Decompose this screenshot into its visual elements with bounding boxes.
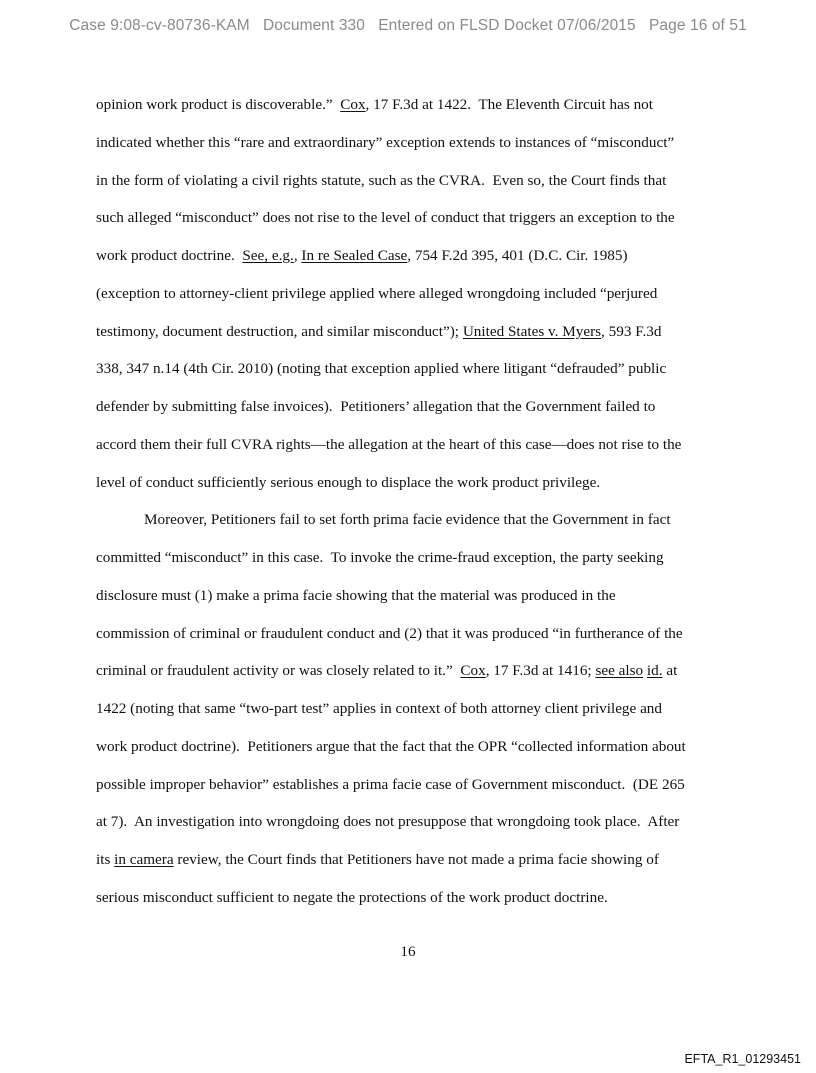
text-run: in the form of violating a civil rights statute, such as the CVRA. Even so, the Court finds that xyxy=(96,171,667,189)
citation: See, e.g. xyxy=(242,247,294,264)
text-run: at 7). An investigation into wrongdoing does not presuppose that wrongdoing took place. After xyxy=(96,813,680,831)
text-run: committed “misconduct” in this case. To invoke the crime-fraud exception, the party seeking xyxy=(96,549,664,566)
text-run: 1422 (noting that same “two-part test” applies in context of both attorney client privilege and xyxy=(96,700,662,717)
text-run: serious misconduct sufficient to negate the protections of the work product doctrine. xyxy=(96,888,608,906)
text-line xyxy=(96,584,726,622)
text-line xyxy=(96,810,726,848)
page-count: Page 16 of 51 xyxy=(648,17,747,34)
text-run: level of conduct sufficiently serious enough to displace the work product privilege. xyxy=(96,473,601,491)
text-line xyxy=(96,131,726,169)
text-line xyxy=(96,471,726,509)
text-line xyxy=(96,433,726,471)
text-run: defender by submitting false invoices). Petitioners’ allegation that the Government failed to xyxy=(96,398,656,415)
text-run: , 593 F.3d xyxy=(601,322,662,340)
bates-number: EFTA_R1_01293451 xyxy=(684,1052,801,1066)
text-run: possible improper behavior” establishes a prima facie case of Government misconduct. (DE 265 xyxy=(96,775,685,793)
text-run: , 17 F.3d at 1422. The Eleventh Circuit has not xyxy=(365,96,653,113)
text-line xyxy=(96,244,726,282)
citation: Cox xyxy=(340,96,366,113)
citation: in camera xyxy=(114,851,174,868)
text-run: its xyxy=(96,851,115,868)
docket-entry: Entered on FLSD Docket 07/06/2015 xyxy=(378,17,636,34)
page-number: 16 xyxy=(400,943,416,960)
citation: id. xyxy=(646,662,663,680)
text-line xyxy=(96,357,726,395)
text-line xyxy=(96,546,726,584)
text-run: review, the Court finds that Petitioners have not made a prima facie showing of xyxy=(173,851,659,868)
text-line xyxy=(96,886,726,924)
text-run: work product doctrine. xyxy=(96,247,243,264)
citation: United States v. Myers xyxy=(462,322,602,340)
text-line xyxy=(96,659,726,697)
text-line xyxy=(96,508,726,546)
text-run: opinion work product is discoverable.” xyxy=(96,96,341,113)
text-run: Moreover, Petitioners fail to set forth prima facie evidence that the Government in fact xyxy=(144,511,671,529)
text-line xyxy=(96,206,726,244)
text-run: such alleged “misconduct” does not rise to the level of conduct that triggers an exception to the xyxy=(96,209,675,227)
citation: see also xyxy=(595,662,644,680)
text-run: at xyxy=(662,662,678,680)
text-line xyxy=(96,848,726,886)
text-line xyxy=(96,93,726,131)
text-run: criminal or fraudulent activity or was closely related to it.” xyxy=(96,662,461,680)
citation: In re Sealed Case xyxy=(301,247,408,264)
text-run: disclosure must (1) make a prima facie showing that the material was produced in the xyxy=(96,586,616,604)
text-line xyxy=(96,622,726,660)
text-run: accord them their full CVRA rights—the allegation at the heart of this case—does not rise to the xyxy=(96,435,682,453)
body-text xyxy=(96,93,726,924)
text-run: 338, 347 n.14 (4th Cir. 2010) (noting that exception applied where litigant “defrauded” public xyxy=(96,360,667,378)
text-line xyxy=(96,395,726,433)
case-number: Case 9:08-cv-80736-KAM xyxy=(69,17,250,34)
text-run: , xyxy=(293,247,302,264)
text-run: , 754 F.2d 395, 401 (D.C. Cir. 1985) xyxy=(407,247,628,264)
text-run: , 17 F.3d at 1416; xyxy=(485,662,596,680)
text-line xyxy=(96,697,726,735)
text-line xyxy=(96,773,726,811)
text-line xyxy=(96,320,726,358)
text-line xyxy=(96,735,726,773)
text-line xyxy=(96,169,726,207)
text-run: work product doctrine). Petitioners argue that the fact that the OPR “collected information about xyxy=(96,737,686,755)
text-run: commission of criminal or fraudulent conduct and (2) that it was produced “in furtherance of the xyxy=(96,624,683,642)
text-line xyxy=(96,282,726,320)
text-run: indicated whether this “rare and extraordinary” exception extends to instances of “misconduct” xyxy=(96,133,675,151)
text-run: testimony, document destruction, and similar misconduct”); xyxy=(96,322,463,340)
text-run: (exception to attorney-client privilege applied where alleged wrongdoing included “perjured xyxy=(96,284,658,302)
docket-header xyxy=(0,17,816,35)
citation: Cox xyxy=(460,662,486,680)
document-number: Document 330 xyxy=(262,17,365,34)
